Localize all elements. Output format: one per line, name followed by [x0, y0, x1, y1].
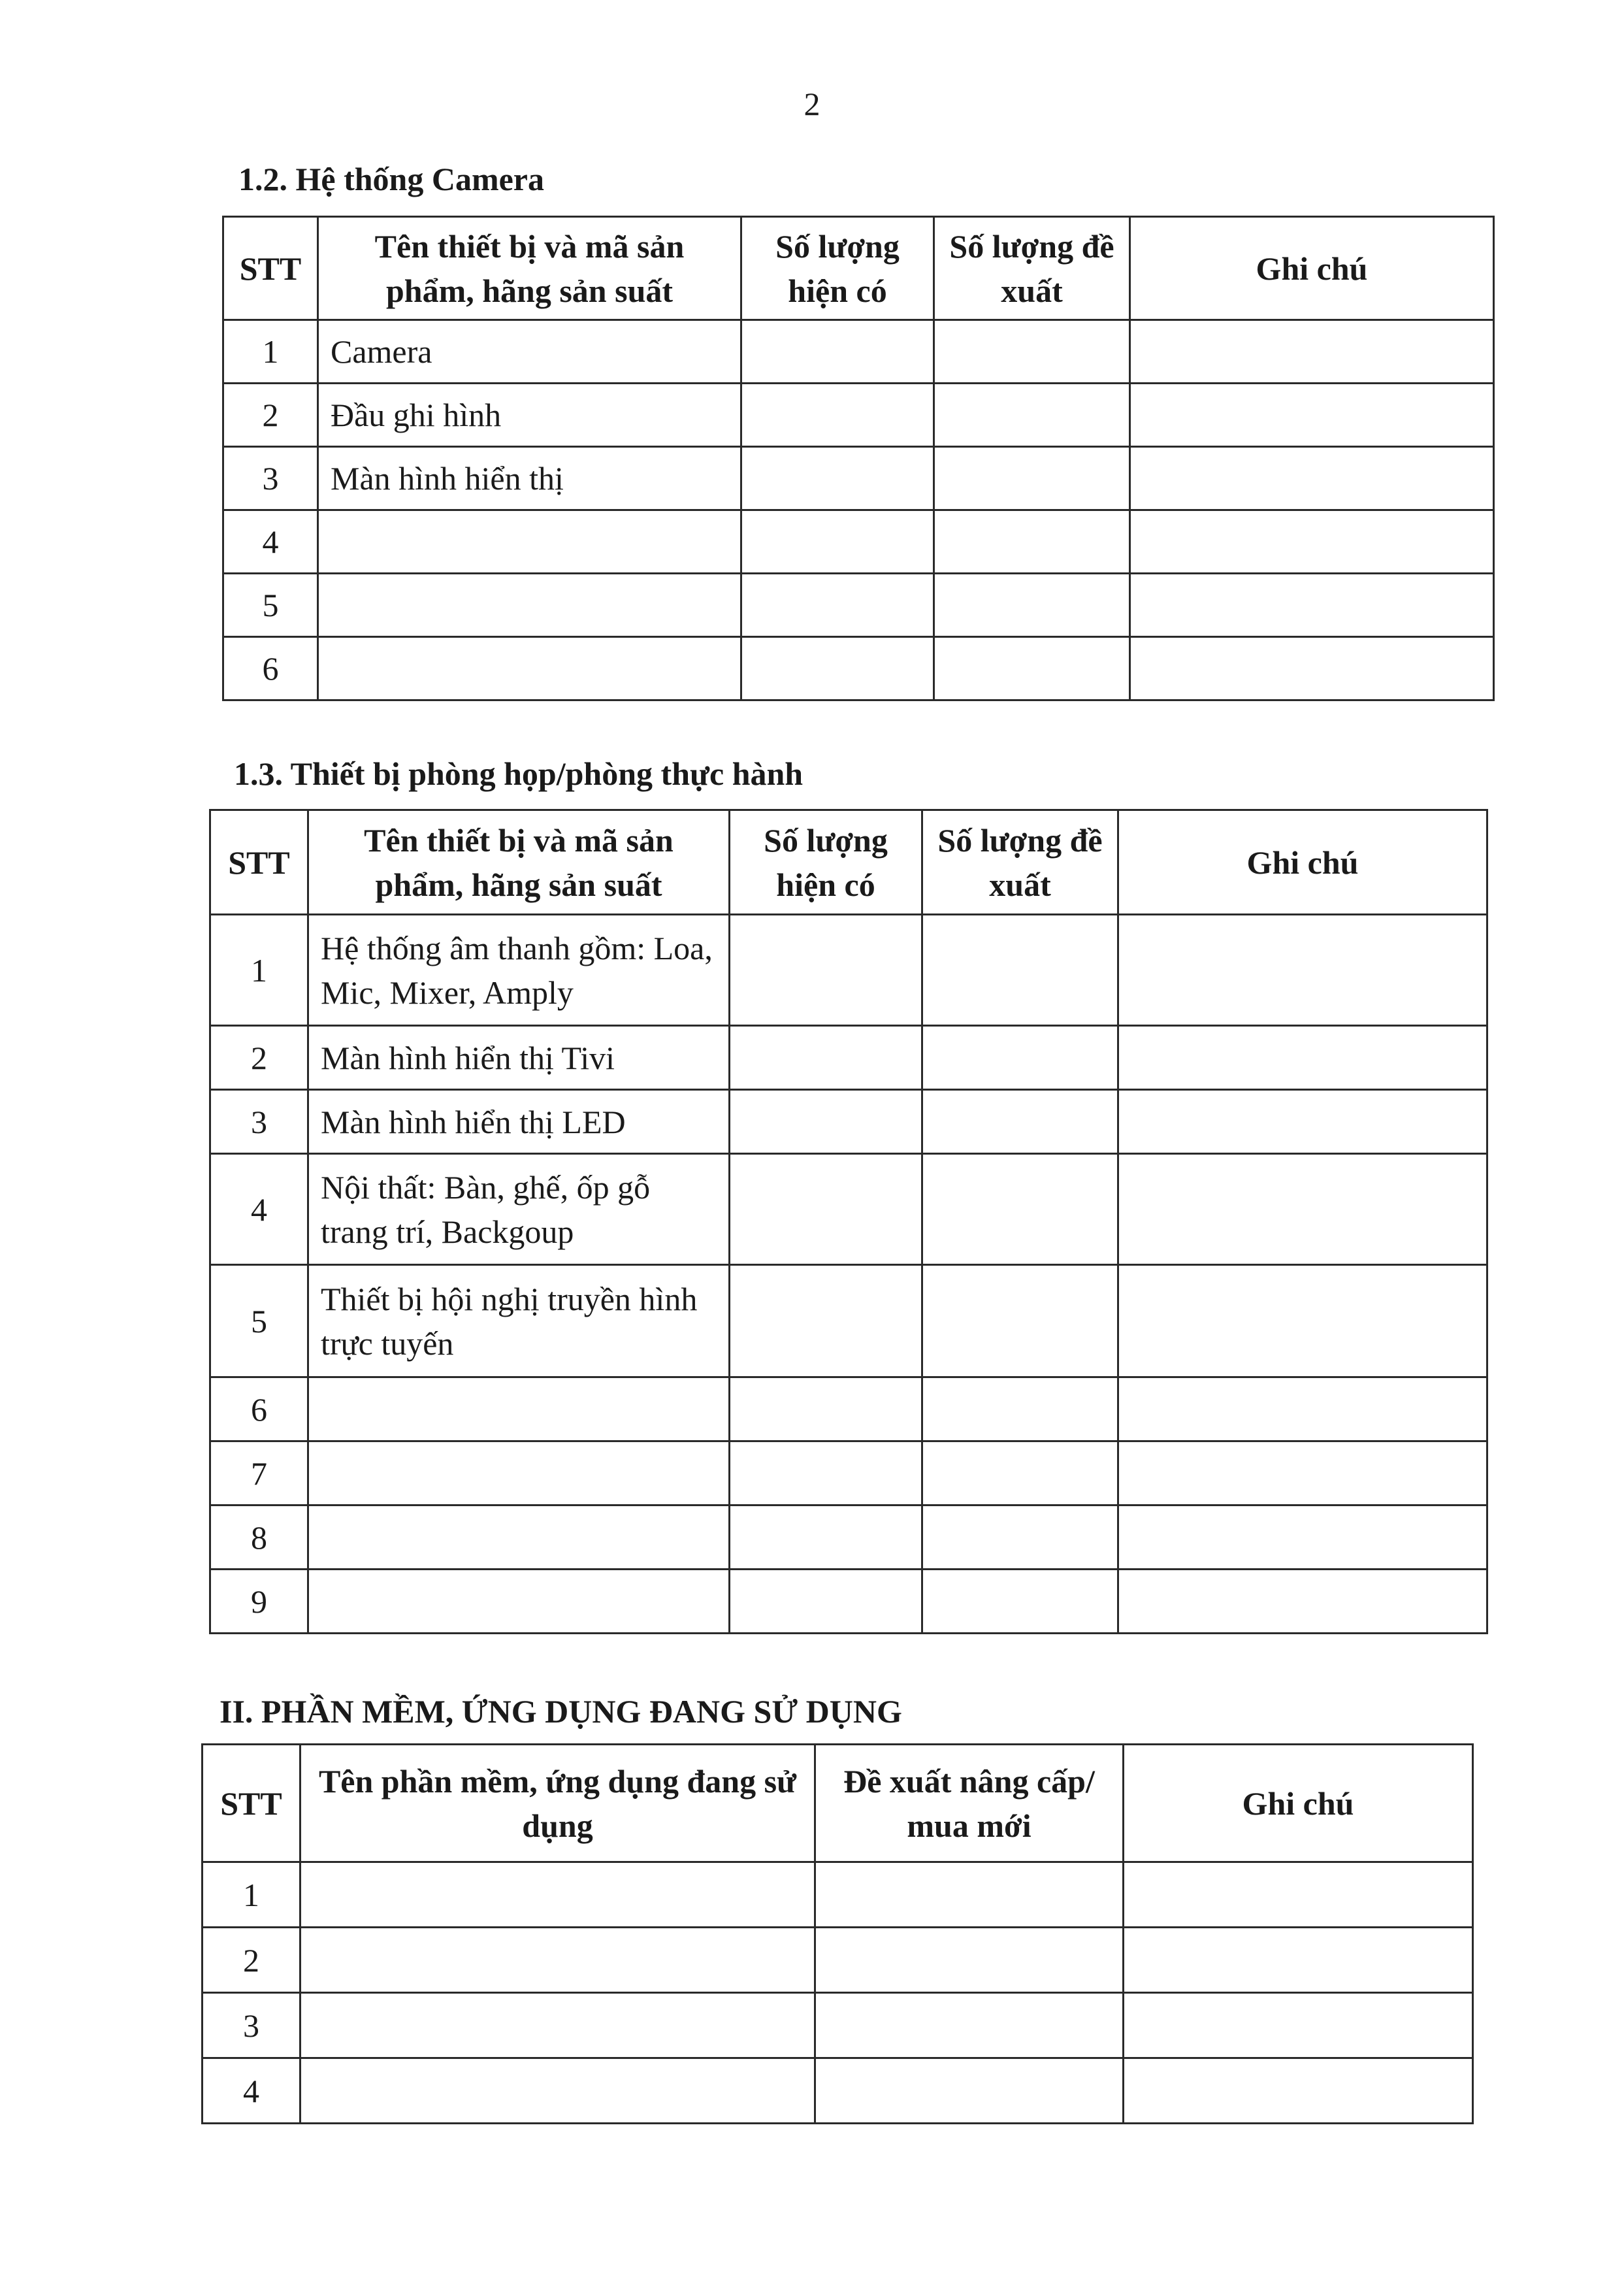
proposed-qty-cell[interactable] [922, 1377, 1118, 1441]
device-name-cell: Camera [318, 320, 741, 384]
col-note: Ghi chú [1118, 810, 1487, 915]
upgrade-cell[interactable] [815, 1862, 1124, 1928]
device-name-cell: Màn hình hiển thị [318, 447, 741, 510]
software-name-cell[interactable] [300, 1862, 815, 1928]
current-qty-cell[interactable] [741, 384, 934, 447]
current-qty-cell[interactable] [730, 1154, 922, 1265]
note-cell[interactable] [1124, 1993, 1473, 2058]
proposed-qty-cell[interactable] [934, 510, 1130, 574]
upgrade-cell[interactable] [815, 1993, 1124, 2058]
col-proposed-qty: Số lượng đề xuất [922, 810, 1118, 915]
proposed-qty-cell[interactable] [922, 1441, 1118, 1505]
proposed-qty-cell[interactable] [934, 384, 1130, 447]
current-qty-cell[interactable] [730, 1570, 922, 1634]
note-cell[interactable] [1130, 447, 1494, 510]
device-name-cell: Màn hình hiển thị Tivi [308, 1026, 730, 1090]
current-qty-cell[interactable] [730, 1505, 922, 1570]
table-row [210, 1505, 1487, 1570]
proposed-qty-cell[interactable] [922, 1570, 1118, 1634]
proposed-qty-cell[interactable] [922, 1505, 1118, 1570]
meeting-table-header [210, 810, 1487, 915]
current-qty-cell[interactable] [741, 637, 934, 700]
note-cell[interactable] [1130, 574, 1494, 637]
section-camera-heading: 1.2. Hệ thống Camera [238, 161, 544, 197]
section-meeting-heading: 1.3. Thiết bị phòng họp/phòng thực hành [234, 755, 804, 792]
current-qty-cell[interactable] [730, 1090, 922, 1154]
camera-table [222, 216, 1495, 701]
note-cell[interactable] [1118, 1265, 1487, 1377]
software-name-cell[interactable] [300, 1928, 815, 1993]
page-number: 2 [804, 86, 820, 122]
upgrade-cell[interactable] [815, 2058, 1124, 2124]
note-cell[interactable] [1124, 1862, 1473, 1928]
current-qty-cell[interactable] [741, 574, 934, 637]
table-row [210, 1090, 1487, 1154]
table-row [210, 1377, 1487, 1441]
col-proposed-qty: Số lượng đề xuất [934, 217, 1130, 320]
stt-cell: 8 [210, 1505, 308, 1570]
stt-cell: 1 [203, 1862, 300, 1928]
note-cell[interactable] [1118, 1570, 1487, 1634]
stt-cell: 5 [210, 1265, 308, 1377]
note-cell[interactable] [1124, 2058, 1473, 2124]
current-qty-cell[interactable] [730, 915, 922, 1026]
note-cell[interactable] [1118, 915, 1487, 1026]
proposed-qty-cell[interactable] [922, 1090, 1118, 1154]
stt-cell: 5 [223, 574, 318, 637]
table-row [210, 1154, 1487, 1265]
table-row [203, 1993, 1473, 2058]
device-name-cell[interactable] [308, 1441, 730, 1505]
stt-cell: 2 [203, 1928, 300, 1993]
stt-cell: 4 [210, 1154, 308, 1265]
current-qty-cell[interactable] [730, 1377, 922, 1441]
col-current-qty: Số lượng hiện có [730, 810, 922, 915]
device-name-cell: Hệ thống âm thanh gồm: Loa, Mic, Mixer, Amply [308, 915, 730, 1026]
table-row [203, 1928, 1473, 1993]
note-cell[interactable] [1130, 637, 1494, 700]
software-name-cell[interactable] [300, 2058, 815, 2124]
col-note: Ghi chú [1130, 217, 1494, 320]
section-software-heading: II. PHẦN MỀM, ỨNG DỤNG ĐANG SỬ DỤNG [219, 1693, 902, 1730]
table-row [203, 2058, 1473, 2124]
col-current-qty: Số lượng hiện có [741, 217, 934, 320]
software-table-header [203, 1745, 1473, 1862]
stt-cell: 3 [210, 1090, 308, 1154]
device-name-cell[interactable] [308, 1505, 730, 1570]
proposed-qty-cell[interactable] [934, 574, 1130, 637]
table-row [223, 447, 1494, 510]
table-row [210, 1570, 1487, 1634]
current-qty-cell[interactable] [730, 1441, 922, 1505]
upgrade-cell[interactable] [815, 1928, 1124, 1993]
device-name-cell: Đầu ghi hình [318, 384, 741, 447]
table-row [223, 574, 1494, 637]
device-name-cell[interactable] [318, 510, 741, 574]
proposed-qty-cell[interactable] [922, 1026, 1118, 1090]
col-upgrade-proposal: Đề xuất nâng cấp/ mua mới [815, 1745, 1124, 1862]
proposed-qty-cell[interactable] [934, 447, 1130, 510]
current-qty-cell[interactable] [741, 320, 934, 384]
col-software-name: Tên phần mềm, ứng dụng đang sử dụng [300, 1745, 815, 1862]
col-stt: STT [223, 217, 318, 320]
note-cell[interactable] [1130, 384, 1494, 447]
proposed-qty-cell[interactable] [922, 915, 1118, 1026]
device-name-cell: Màn hình hiển thị LED [308, 1090, 730, 1154]
note-cell[interactable] [1118, 1026, 1487, 1090]
device-name-cell[interactable] [318, 574, 741, 637]
stt-cell: 6 [210, 1377, 308, 1441]
table-row [210, 1441, 1487, 1505]
note-cell[interactable] [1118, 1154, 1487, 1265]
col-note: Ghi chú [1124, 1745, 1473, 1862]
current-qty-cell[interactable] [730, 1026, 922, 1090]
note-cell[interactable] [1118, 1441, 1487, 1505]
stt-cell: 3 [203, 1993, 300, 2058]
current-qty-cell[interactable] [741, 510, 934, 574]
stt-cell: 9 [210, 1570, 308, 1634]
device-name-cell[interactable] [308, 1377, 730, 1441]
device-name-cell: Thiết bị hội nghị truyền hình trực tuyến [308, 1265, 730, 1377]
stt-cell: 7 [210, 1441, 308, 1505]
stt-cell: 6 [223, 637, 318, 700]
table-row [223, 510, 1494, 574]
col-stt: STT [210, 810, 308, 915]
proposed-qty-cell[interactable] [922, 1154, 1118, 1265]
note-cell[interactable] [1130, 320, 1494, 384]
table-row [223, 384, 1494, 447]
proposed-qty-cell[interactable] [922, 1265, 1118, 1377]
current-qty-cell[interactable] [730, 1265, 922, 1377]
software-table [201, 1743, 1474, 2124]
note-cell[interactable] [1118, 1505, 1487, 1570]
col-device-name: Tên thiết bị và mã sản phẩm, hãng sản suất [308, 810, 730, 915]
table-row [210, 915, 1487, 1026]
proposed-qty-cell[interactable] [934, 320, 1130, 384]
stt-cell: 4 [203, 2058, 300, 2124]
stt-cell: 4 [223, 510, 318, 574]
table-row [210, 1026, 1487, 1090]
stt-cell: 2 [210, 1026, 308, 1090]
note-cell[interactable] [1118, 1377, 1487, 1441]
software-name-cell[interactable] [300, 1993, 815, 2058]
table-row [223, 637, 1494, 700]
stt-cell: 2 [223, 384, 318, 447]
table-row [223, 320, 1494, 384]
device-name-cell[interactable] [308, 1570, 730, 1634]
device-name-cell: Nội thất: Bàn, ghế, ốp gỗ trang trí, Backgoup [308, 1154, 730, 1265]
stt-cell: 3 [223, 447, 318, 510]
current-qty-cell[interactable] [741, 447, 934, 510]
col-stt: STT [203, 1745, 300, 1862]
stt-cell: 1 [210, 915, 308, 1026]
table-row [210, 1265, 1487, 1377]
note-cell[interactable] [1124, 1928, 1473, 1993]
col-device-name: Tên thiết bị và mã sản phẩm, hãng sản suất [318, 217, 741, 320]
meeting-table [209, 809, 1488, 1634]
note-cell[interactable] [1130, 510, 1494, 574]
proposed-qty-cell[interactable] [934, 637, 1130, 700]
table-row [203, 1862, 1473, 1928]
device-name-cell[interactable] [318, 637, 741, 700]
camera-table-header [223, 217, 1494, 320]
note-cell[interactable] [1118, 1090, 1487, 1154]
stt-cell: 1 [223, 320, 318, 384]
